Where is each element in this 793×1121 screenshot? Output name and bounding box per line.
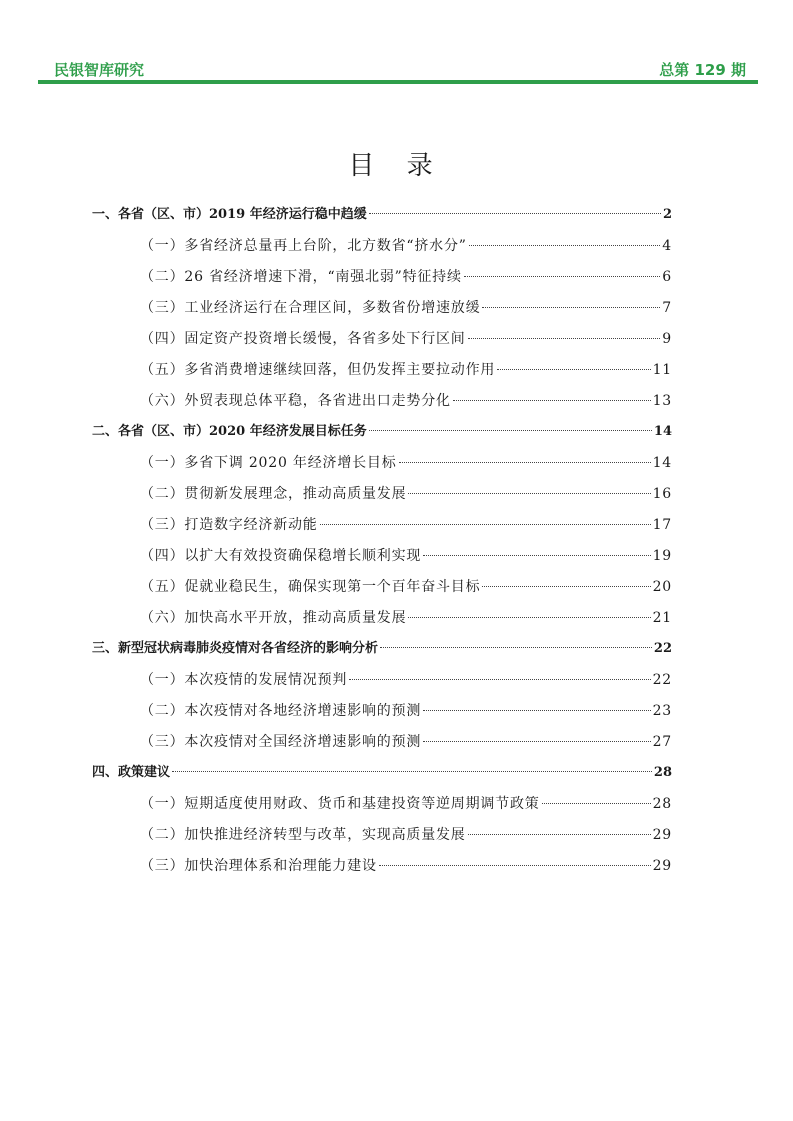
toc-entry-label: （二）加快推进经济转型与改革，实现高质量发展	[140, 827, 466, 843]
toc-entry-label: （六）外贸表现总体平稳，各省进出口走势分化	[140, 393, 451, 409]
toc-leader-dots	[497, 369, 650, 370]
toc-page-number: 22	[653, 641, 672, 656]
toc-leader-dots	[464, 276, 661, 277]
toc-entry-label: （四）以扩大有效投资确保稳增长顺利实现	[140, 548, 422, 564]
toc-page-number: 14	[653, 424, 672, 439]
toc-entry-label: （六）加快高水平开放，推动高质量发展	[140, 610, 407, 626]
toc-leader-dots	[380, 647, 652, 648]
toc-page-number: 21	[652, 610, 672, 626]
toc-page-number: 22	[652, 672, 672, 688]
toc-subsection-entry[interactable]	[92, 577, 672, 608]
toc-entry-label: （一）多省经济总量再上台阶，北方数省“挤水分”	[140, 238, 467, 254]
toc-page-number: 23	[652, 703, 672, 719]
toc-section-entry[interactable]	[92, 639, 672, 670]
toc-page-number: 4	[662, 238, 672, 254]
toc-page-number: 9	[662, 331, 672, 347]
toc-section-entry[interactable]	[92, 422, 672, 453]
toc-subsection-entry[interactable]	[92, 794, 672, 825]
toc-leader-dots	[369, 213, 661, 214]
toc-leader-dots	[423, 555, 650, 556]
toc-entry-label: （四）固定资产投资增长缓慢，各省多处下行区间	[140, 331, 466, 347]
table-of-contents	[92, 205, 672, 887]
toc-entry-label: 四、政策建议	[92, 765, 171, 780]
toc-page-number: 2	[662, 207, 672, 222]
brand-name: 民银智库研究	[54, 61, 145, 79]
toc-subsection-entry[interactable]	[92, 515, 672, 546]
toc-page-number: 27	[652, 734, 672, 750]
toc-subsection-entry[interactable]	[92, 701, 672, 732]
toc-leader-dots	[379, 865, 651, 866]
page-header	[38, 54, 758, 84]
toc-page-number: 17	[652, 517, 672, 533]
toc-leader-dots	[408, 493, 650, 494]
toc-subsection-entry[interactable]	[92, 360, 672, 391]
toc-entry-label: （一）短期适度使用财政、货币和基建投资等逆周期调节政策	[140, 796, 540, 812]
toc-subsection-entry[interactable]	[92, 670, 672, 701]
toc-leader-dots	[399, 462, 651, 463]
toc-leader-dots	[453, 400, 651, 401]
toc-entry-label: （三）工业经济运行在合理区间，多数省份增速放缓	[140, 300, 481, 316]
page-title: 目 录	[348, 151, 445, 181]
toc-entry-label: 二、各省（区、市）2020 年经济发展目标任务	[92, 424, 367, 439]
toc-page-number: 19	[652, 548, 672, 564]
toc-entry-label: （三）加快治理体系和治理能力建设	[140, 858, 377, 874]
toc-leader-dots	[423, 710, 650, 711]
toc-page-number: 29	[652, 858, 672, 874]
toc-leader-dots	[542, 803, 651, 804]
toc-subsection-entry[interactable]	[92, 484, 672, 515]
toc-leader-dots	[468, 338, 661, 339]
toc-subsection-entry[interactable]	[92, 298, 672, 329]
toc-subsection-entry[interactable]	[92, 608, 672, 639]
toc-subsection-entry[interactable]	[92, 453, 672, 484]
toc-subsection-entry[interactable]	[92, 825, 672, 856]
toc-section-entry[interactable]	[92, 205, 672, 236]
toc-leader-dots	[469, 245, 661, 246]
toc-subsection-entry[interactable]	[92, 391, 672, 422]
toc-entry-label: （二）26 省经济增速下滑，“南强北弱”特征持续	[140, 269, 462, 285]
toc-entry-label: （二）本次疫情对各地经济增速影响的预测	[140, 703, 422, 719]
toc-page-number: 28	[652, 796, 672, 812]
toc-entry-label: （一）多省下调 2020 年经济增长目标	[140, 455, 397, 471]
toc-subsection-entry[interactable]	[92, 329, 672, 360]
toc-entry-label: 一、各省（区、市）2019 年经济运行稳中趋缓	[92, 207, 367, 222]
toc-entry-label: （二）贯彻新发展理念，推动高质量发展	[140, 486, 407, 502]
toc-page-number: 11	[652, 362, 672, 378]
toc-page-number: 28	[653, 765, 672, 780]
toc-leader-dots	[320, 524, 651, 525]
toc-leader-dots	[369, 430, 652, 431]
toc-entry-label: （三）打造数字经济新动能	[140, 517, 318, 533]
toc-leader-dots	[408, 617, 650, 618]
toc-subsection-entry[interactable]	[92, 732, 672, 763]
toc-page-number: 13	[652, 393, 672, 409]
toc-page-number: 14	[652, 455, 672, 471]
toc-entry-label: （五）促就业稳民生，确保实现第一个百年奋斗目标	[140, 579, 481, 595]
toc-leader-dots	[423, 741, 650, 742]
toc-entry-label: （三）本次疫情对全国经济增速影响的预测	[140, 734, 422, 750]
toc-page-number: 29	[652, 827, 672, 843]
toc-subsection-entry[interactable]	[92, 546, 672, 577]
toc-leader-dots	[482, 586, 650, 587]
toc-subsection-entry[interactable]	[92, 236, 672, 267]
toc-entry-label: （一）本次疫情的发展情况预判	[140, 672, 348, 688]
toc-leader-dots	[482, 307, 660, 308]
toc-entry-label: 三、新型冠状病毒肺炎疫情对各省经济的影响分析	[92, 641, 379, 656]
toc-page-number: 20	[652, 579, 672, 595]
toc-page-number: 16	[652, 486, 672, 502]
toc-leader-dots	[172, 771, 652, 772]
issue-number: 总第 129 期	[659, 61, 746, 79]
toc-subsection-entry[interactable]	[92, 856, 672, 887]
toc-subsection-entry[interactable]	[92, 267, 672, 298]
toc-section-entry[interactable]	[92, 763, 672, 794]
toc-leader-dots	[468, 834, 651, 835]
toc-entry-label: （五）多省消费增速继续回落，但仍发挥主要拉动作用	[140, 362, 496, 378]
toc-leader-dots	[349, 679, 650, 680]
toc-page-number: 7	[662, 300, 672, 316]
toc-page-number: 6	[662, 269, 672, 285]
